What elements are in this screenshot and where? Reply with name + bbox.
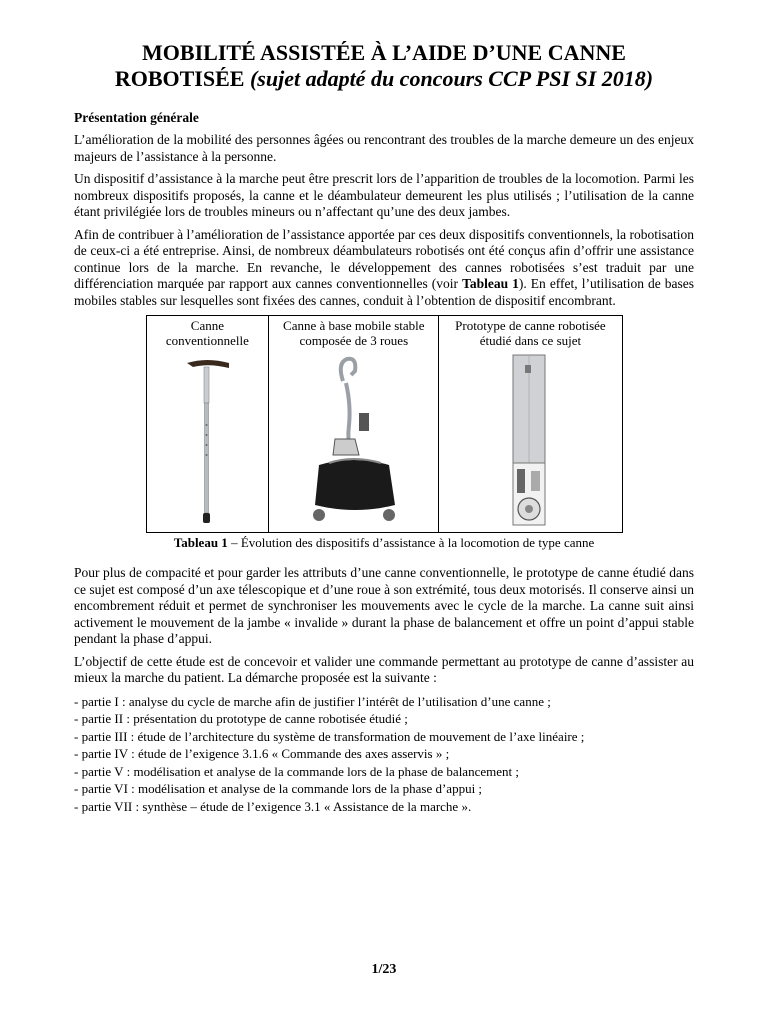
table-cell-conventional — [146, 316, 269, 533]
robotic-cane-prototype-image — [443, 352, 617, 532]
table-header-mobile-base: Canne à base mobile stable composée de 3 roues — [283, 318, 425, 348]
devices-table — [146, 315, 623, 533]
table-caption-text: – Évolution des dispositifs d’assistance à la locomotion de type canne — [227, 535, 595, 550]
table-header-conventional: Canne conventionnelle — [165, 318, 249, 348]
paragraph-3-text-end: ). En effet, l’utilisation de bases mobiles stables sur lesquelles sont fixées des cannes, conduit à l’obtention de dispositif encombrant. — [74, 276, 694, 308]
table-caption — [74, 535, 694, 551]
list-item: - partie V : modélisation et analyse de la commande lors de la phase de balancement ; — [74, 763, 519, 779]
paragraph-2: Un dispositif d’assistance à la marche peut être prescrit lors de l’apparition de troubles de la locomotion. Parmi les nombreux dispositifs proposés, la canne et le déambulateur demeurent les plus utilisés ; l’utilisation de la canne étant privilégiée lors de troubles mineurs ou n’affectant qu’une des deux jambes. — [74, 171, 694, 219]
paragraph-1: L’amélioration de la mobilité des personnes âgées ou rencontrant des troubles de la marche demeure un des enjeux majeurs de l’assistance à la personne. — [74, 132, 694, 164]
title-subtitle: (sujet adapté du concours CCP PSI SI 2018) — [249, 66, 654, 91]
table-cell-mobile-base — [269, 316, 439, 533]
table-reference: Tableau 1 — [462, 276, 519, 291]
section-heading: Présentation générale — [74, 110, 199, 125]
mobile-base-cane-image — [273, 352, 434, 532]
document-title — [74, 40, 694, 92]
conventional-cane-image — [151, 352, 265, 532]
title-line-2: ROBOTISÉE — [114, 66, 245, 91]
title-line-1: MOBILITÉ ASSISTÉE À L’AIDE D’UNE CANNE — [142, 40, 626, 65]
paragraph-5: L’objectif de cette étude est de concevoir et valider une commande permettant au prototype de canne d’assister au mieux la marche du patient. La démarche proposée est la suivante : — [74, 653, 694, 685]
paragraph-3-text: Afin de contribuer à l’amélioration de l’assistance apportée par ces deux dispositifs conventionnels, la robotisation de ceux-ci a été entreprise. Ainsi, de nombreux déambulateurs robotisés ont été conçus afin d’offrir une assistance continue lors de la marche. En revanche, le développement des cannes robotisées s’est traduit par une différenciation marquée par rapport aux cannes conventionnelles (voir — [74, 226, 694, 291]
table-caption-label: Tableau 1 — [173, 535, 228, 550]
page-number: 1/23 — [371, 962, 397, 977]
table-cell-prototype — [439, 316, 622, 533]
list-item: - partie III : étude de l’architecture du système de transformation de mouvement de l’axe linéaire ; — [74, 728, 585, 744]
parts-list — [74, 693, 694, 816]
list-item: - partie IV : étude de l’exigence 3.1.6 « Commande des axes asservis » ; — [74, 746, 450, 761]
list-item: - partie VII : synthèse – étude de l’exigence 3.1 « Assistance de la marche ». — [74, 798, 472, 814]
table-header-prototype: Prototype de canne robotisée étudié dans ce sujet — [455, 318, 606, 348]
list-item: - partie VI : modélisation et analyse de la commande lors de la phase d’appui ; — [74, 781, 483, 796]
paragraph-4: Pour plus de compacité et pour garder les attributs d’une canne conventionnelle, le prototype de canne étudié dans ce sujet est composé d’un axe télescopique et d’une roue à son extrémité, tous deux motorisés. Il conserve ainsi un encombrement réduit et permet de synchroniser les mouvements avec le cycle de la marche. La canne suit ainsi activement le mouvement de la jambe « invalide » durant la phase de balancement et offre un point d’appui stable pendant la phase d’appui. — [74, 565, 694, 646]
list-item: - partie II : présentation du prototype de canne robotisée étudié ; — [74, 711, 408, 726]
list-item: - partie I : analyse du cycle de marche afin de justifier l’intérêt de l’utilisation d’une canne ; — [74, 693, 551, 709]
document-page — [74, 40, 694, 815]
paragraph-3 — [74, 227, 694, 310]
